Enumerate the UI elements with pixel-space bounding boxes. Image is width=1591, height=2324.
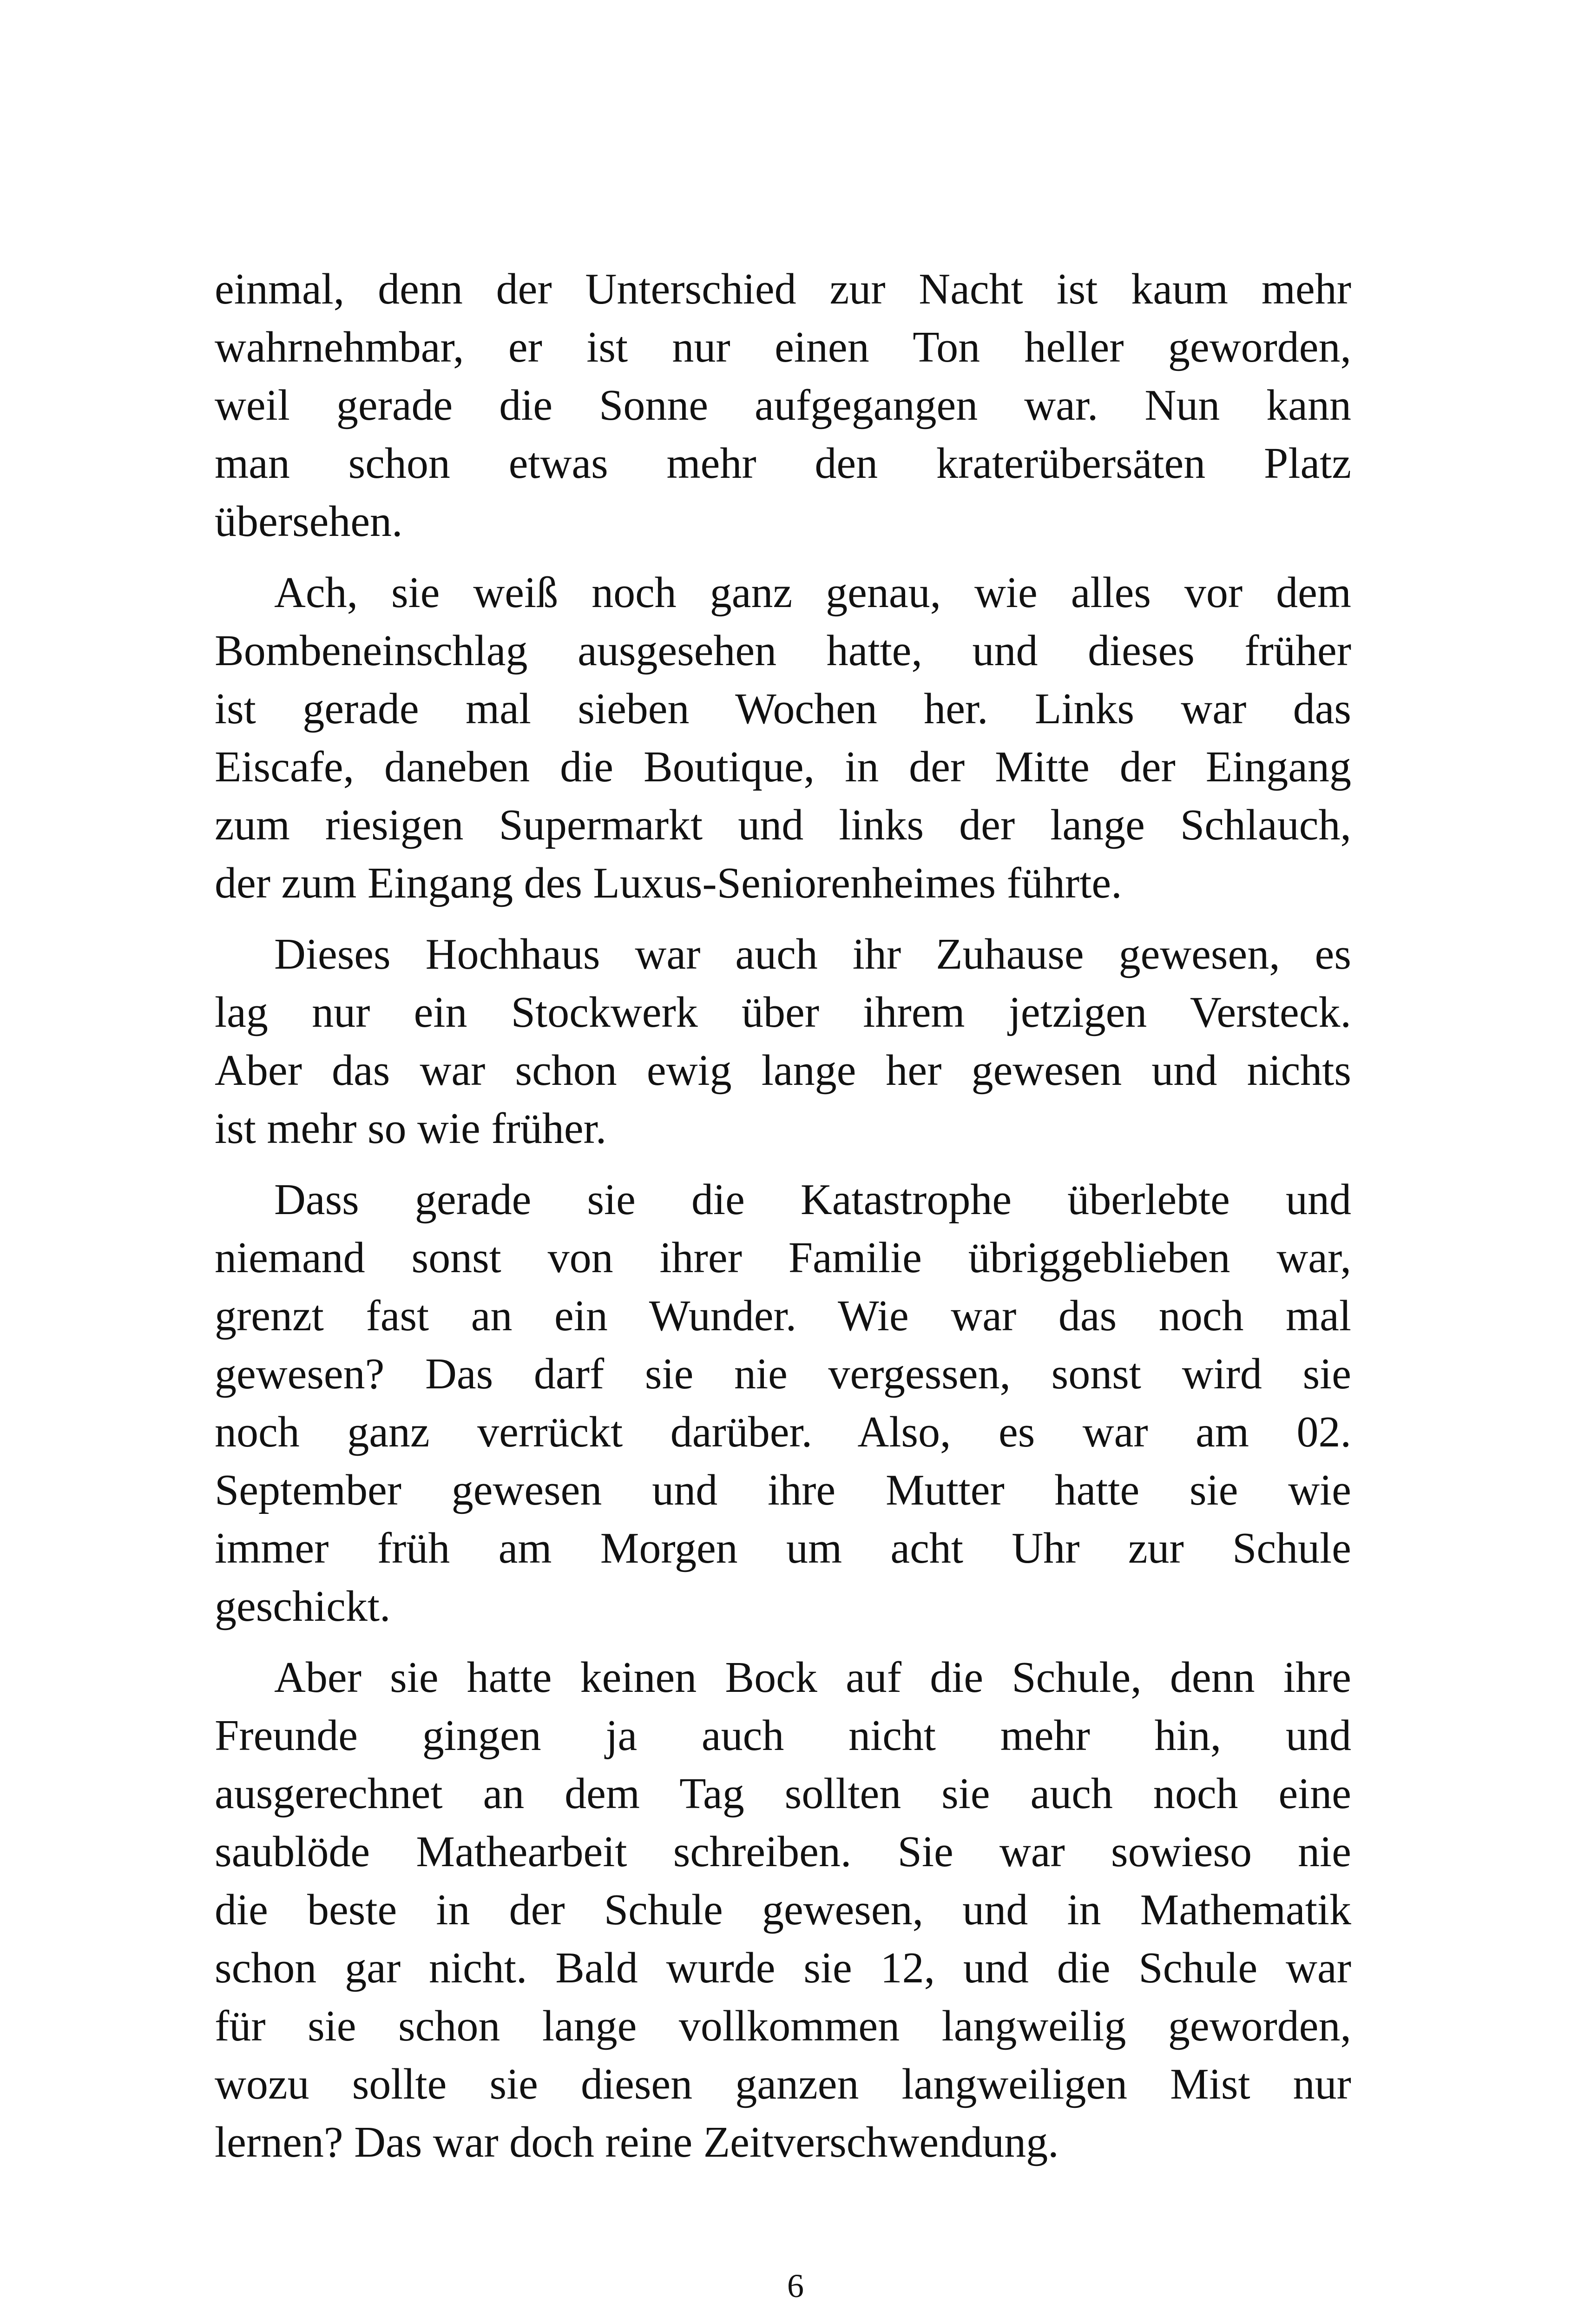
- text-line: ist mehr so wie früher.: [215, 1104, 607, 1153]
- text-line: Dass gerade sie die Katastrophe überlebte und: [274, 1175, 1351, 1224]
- text-line: saublöde Mathearbeit schreiben. Sie war sowieso nie: [215, 1828, 1351, 1876]
- text-line: übersehen.: [215, 497, 403, 546]
- text-line: Eiscafe, daneben die Boutique, in der Mitte der Eingang: [215, 743, 1351, 791]
- text-line: schon gar nicht. Bald wurde sie 12, und die Schule war: [215, 1944, 1351, 1992]
- paragraph-2: [215, 564, 1351, 912]
- text-line: ausgerechnet an dem Tag sollten sie auch noch eine: [215, 1769, 1351, 1818]
- body-text: [215, 260, 1351, 2185]
- text-line: Aber das war schon ewig lange her gewesen und nichts: [215, 1046, 1351, 1095]
- text-line: einmal, denn der Unterschied zur Nacht ist kaum mehr: [215, 265, 1351, 313]
- text-line: Ach, sie weiß noch ganz genau, wie alles vor dem: [274, 568, 1351, 617]
- paragraph-4: [215, 1171, 1351, 1636]
- text-line: die beste in der Schule gewesen, und in Mathematik: [215, 1886, 1351, 1934]
- page-number: 6: [787, 2267, 804, 2304]
- text-line: niemand sonst von ihrer Familie übriggeblieben war,: [215, 1234, 1351, 1282]
- paragraph-3: [215, 925, 1351, 1158]
- text-line: Freunde gingen ja auch nicht mehr hin, und: [215, 1711, 1351, 1760]
- text-line: wahrnehmbar, er ist nur einen Ton heller geworden,: [215, 323, 1351, 371]
- text-line: noch ganz verrückt darüber. Also, es war am 02.: [215, 1408, 1351, 1456]
- text-line: der zum Eingang des Luxus-Seniorenheimes führte.: [215, 859, 1122, 907]
- paragraph-5: [215, 1649, 1351, 2172]
- text-line: weil gerade die Sonne aufgegangen war. Nun kann: [215, 381, 1351, 429]
- text-line: ist gerade mal sieben Wochen her. Links war das: [215, 685, 1351, 733]
- text-line: lernen? Das war doch reine Zeitverschwendung.: [215, 2118, 1059, 2166]
- text-line: Bombeneinschlag ausgesehen hatte, und dieses früher: [215, 627, 1351, 675]
- text-line: September gewesen und ihre Mutter hatte sie wie: [215, 1466, 1351, 1514]
- text-line: immer früh am Morgen um acht Uhr zur Schule: [215, 1524, 1351, 1572]
- text-line: man schon etwas mehr den kraterübersäten Platz: [215, 439, 1351, 488]
- paragraph-1: [215, 260, 1351, 551]
- text-line: gewesen? Das darf sie nie vergessen, sonst wird sie: [215, 1350, 1351, 1398]
- text-line: lag nur ein Stockwerk über ihrem jetzigen Versteck.: [215, 988, 1351, 1037]
- text-line: zum riesigen Supermarkt und links der lange Schlauch,: [215, 801, 1351, 849]
- text-line: geschickt.: [215, 1582, 391, 1631]
- text-line: Aber sie hatte keinen Bock auf die Schule, denn ihre: [274, 1653, 1351, 1702]
- text-line: wozu sollte sie diesen ganzen langweiligen Mist nur: [215, 2060, 1351, 2108]
- text-line: grenzt fast an ein Wunder. Wie war das noch mal: [215, 1292, 1351, 1340]
- text-line: Dieses Hochhaus war auch ihr Zuhause gewesen, es: [274, 930, 1351, 978]
- text-line: für sie schon lange vollkommen langweilig geworden,: [215, 2002, 1351, 2050]
